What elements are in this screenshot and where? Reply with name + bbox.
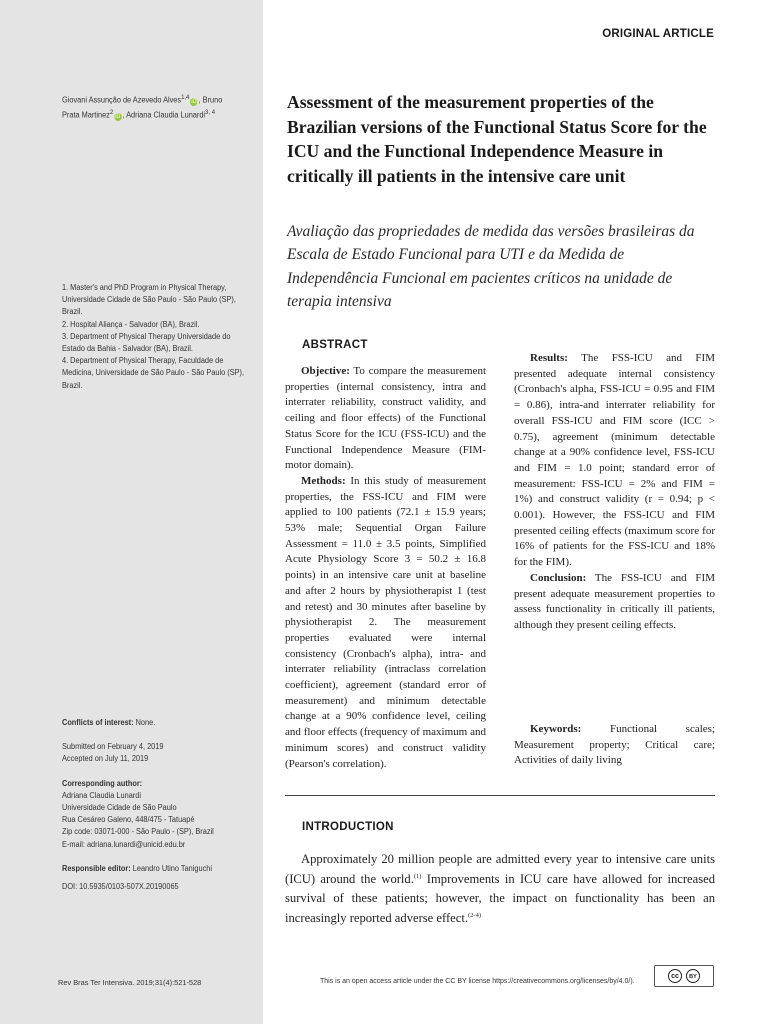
- cc-icon: cc: [668, 969, 682, 983]
- author-name-2-start: , Bruno: [198, 95, 223, 105]
- abstract-keywords: Keywords: Functional scales; Measurement property; Critical care; Activities of daily living: [514, 723, 715, 767]
- abstract-column-1: [285, 364, 486, 772]
- license-text[interactable]: This is an open access article under the CC BY license https://creativecommons.org/licenses/by/4.0/).: [320, 978, 635, 985]
- author-name-2: Prata Martinez: [62, 110, 110, 120]
- article-type-label: ORIGINAL ARTICLE: [602, 28, 714, 40]
- article-info: [62, 717, 246, 893]
- author-name-1: Giovani Assunção de Azevedo Alves: [62, 95, 182, 105]
- abstract-conclusion: Conclusion: The FSS-ICU and FIM present adequate measurement properties to assess functionality in critically ill patients, although they present ceiling effects.: [514, 571, 715, 631]
- introduction-heading: INTRODUCTION: [302, 821, 394, 833]
- accepted-date: Accepted on July 11, 2019: [62, 754, 149, 764]
- abstract-column-2: [514, 351, 715, 634]
- abstract-objective: Objective: To compare the measurement properties (internal consistency, intra and interrater reliability, construct validity, and ceiling and floor effects) of the Functional Status Score for the ICU (FSS-ICU) and the Functional Independence Measure (FIM-motor domain).: [285, 365, 486, 472]
- orcid-icon[interactable]: iD: [191, 98, 197, 105]
- citation-ref[interactable]: (2-4): [467, 912, 481, 920]
- affiliation-item: 3. Department of Physical Therapy Universidade do Estado da Bahia - Salvador (BA), Brazil.: [62, 331, 231, 354]
- section-divider: [285, 795, 715, 796]
- introduction-paragraph: Approximately 20 million people are admitted every year to intensive care units (ICU) around the world.$^{(1)}$ Improvements in ICU care have allowed for increased survival of these patients; however, the impact on functionality has been an increasingly reported adverse effect.$^{(2-4)}$: [285, 852, 715, 926]
- journal-citation: Rev Bras Ter Intensiva. 2019;31(4):521-528: [58, 978, 202, 987]
- author-sup-1: 1,4: [181, 94, 190, 101]
- affiliation-item: 1. Master's and PhD Program in Physical Therapy, Universidade Cidade de São Paulo - São Paulo (SP), Brazil.: [62, 283, 236, 317]
- affiliation-item: 2. Hospital Aliança - Salvador (BA), Brazil.: [62, 319, 200, 329]
- abstract-results: Results: The FSS-ICU and FIM presented adequate internal consistency (Cronbach's alpha, FSS-ICU = 0.95 and FIM = 0.86), intra-and interrater reliability for overall FSS-ICU and FIM score (ICC > 0.75), agreement (minimum detectable change at a 90% confidence level, FSS-ICU and FIM = 1.0 point; standard error of measurement: FSS-ICU = 2% and FIM = 1%) and construct validity (r = 0.94; p < 0.001). However, the FSS-ICU and FIM presented ceiling effects (maximum score for 16% of patients for the FSS-ICU and 18% for the FIM).: [514, 352, 715, 569]
- corresponding-line: Adriana Claudia Lunardi: [62, 790, 141, 800]
- citation-ref[interactable]: (1): [413, 873, 422, 881]
- by-icon: BY: [686, 969, 700, 983]
- article-title: Assessment of the measurement properties of the Brazilian versions of the Functional Status Score for the ICU and the Functional Independence Measure in critically ill patients in the intensive care unit: [287, 92, 707, 186]
- cc-by-license-badge[interactable]: [654, 965, 714, 987]
- corresponding-email[interactable]: E-mail: adriana.lunardi@unicid.edu.br: [62, 839, 186, 849]
- corresponding-line: Universidade Cidade de São Paulo: [62, 803, 177, 813]
- affiliations: [62, 282, 246, 392]
- submitted-date: Submitted on February 4, 2019: [62, 742, 164, 752]
- abstract-methods: Methods: In this study of measurement properties, the FSS-ICU and FIM were applied to 100 patients (72.1 ± 15.9 years; 53% male; Sequential Organ Failure Assessment = 11.0 ± 3.5 points, Simplified Acute Physiology Score 3 = 50.2 ± 16.8 points) in an intensive care unit at baseline and after 2 hours by physiotherapist 1 (test and retest) and 30 minutes after baseline by physiotherapist 2. The measurement properties evaluated were internal consistency (Cronbach's alpha), intra- and interrater reliability (intraclass correlation coefficient), agreement (standard error of measurement) and minimum detectable change at a 90% confidence level, ceiling and floor effects (frequency of maximum and minimum scores) and construct validity (Pearson's correlation).: [285, 474, 486, 770]
- author-name-3: , Adriana Claudia Lunardi: [122, 110, 206, 120]
- orcid-icon[interactable]: iD: [115, 113, 121, 120]
- conflicts-of-interest: Conflicts of interest: None.: [62, 718, 156, 727]
- corresponding-line: Rua Cesáreo Galeno, 448/475 - Tatuapé: [62, 815, 195, 825]
- author-sup-3: 3, 4: [205, 108, 216, 116]
- doi-link[interactable]: DOI: 10.5935/0103-507X.20190065: [62, 882, 179, 892]
- corresponding-line: Zip code: 03071-000 - São Paulo - (SP), Brazil: [62, 827, 214, 837]
- affiliation-item: 4. Department of Physical Therapy, Faculdade de Medicina, Universidade de São Paulo - São Paulo (SP), Brazil.: [62, 356, 245, 390]
- responsible-editor: Responsible editor: Leandro Utino Taniguchi: [62, 863, 213, 873]
- author-sup-2: 2: [109, 108, 114, 116]
- abstract-heading: ABSTRACT: [302, 339, 368, 351]
- author-list: [62, 92, 246, 122]
- corresponding-author-label: Corresponding author:: [62, 778, 143, 788]
- article-subtitle: Avaliação das propriedades de medida das versões brasileiras da Escala de Estado Funcional para UTI e da Medida de Independência Funcional em pacientes críticos na unidade de terapia intensiva: [287, 223, 695, 311]
